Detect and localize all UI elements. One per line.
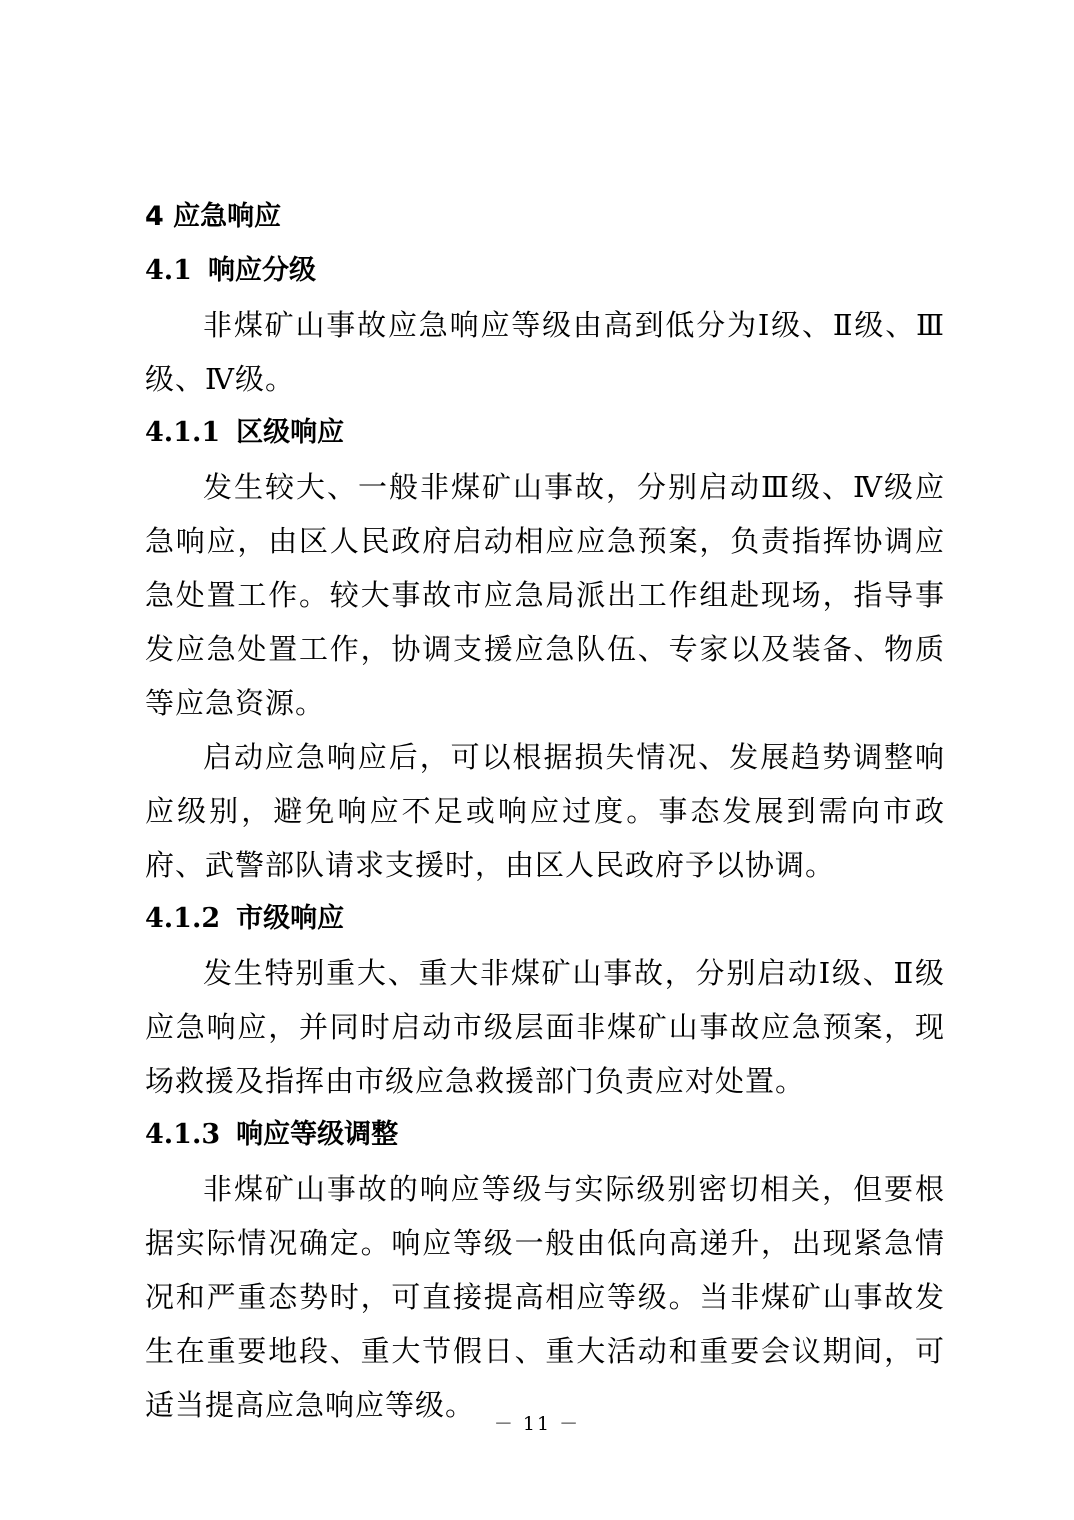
subsection-number: 4.1.3 bbox=[145, 1119, 221, 1150]
page-number: － 11 － bbox=[493, 1413, 581, 1435]
section-title: 4 应急响应 bbox=[145, 201, 282, 232]
subsection-heading-4-1-1 bbox=[145, 406, 945, 460]
paragraph: 发生特别重大、重大非煤矿山事故，分别启动Ⅰ级、Ⅱ级应急响应，并同时启动市级层面非煤矿山事故应急预案，现场救援及指挥由市级应急救援部门负责应对处置。 bbox=[145, 956, 945, 1098]
paragraph: 发生较大、一般非煤矿山事故，分别启动Ⅲ级、Ⅳ级应急响应，由区人民政府启动相应应急预案，负责指挥协调应急处置工作。较大事故市应急局派出工作组赴现场，指导事发应急处置工作，协调支援应急队伍、专家以及装备、物质等应急资源。 bbox=[145, 470, 945, 720]
subsection-heading-4-1-2 bbox=[145, 892, 945, 946]
subsection-title: 响应分级 bbox=[207, 255, 316, 286]
subsection-number: 4.1.1 bbox=[145, 417, 221, 448]
subsection-title: 市级响应 bbox=[236, 903, 345, 934]
subsection-heading-4-1-3 bbox=[145, 1108, 945, 1162]
subsection-heading-4-1 bbox=[145, 244, 945, 298]
paragraph: 非煤矿山事故的响应等级与实际级别密切相关，但要根据实际情况确定。响应等级一般由低向高递升，出现紧急情况和严重态势时，可直接提高相应等级。当非煤矿山事故发生在重要地段、重大节假日、重大活动和重要会议期间，可适当提高应急响应等级。 bbox=[145, 1172, 945, 1422]
subsection-title: 区级响应 bbox=[236, 417, 345, 448]
subsection-title: 响应等级调整 bbox=[236, 1119, 399, 1150]
page-content bbox=[145, 190, 945, 1432]
paragraph: 非煤矿山事故应急响应等级由高到低分为Ⅰ级、Ⅱ级、Ⅲ级、Ⅳ级。 bbox=[145, 308, 945, 396]
subsection-number: 4.1 bbox=[145, 255, 192, 286]
subsection-number: 4.1.2 bbox=[145, 903, 221, 934]
paragraph: 启动应急响应后，可以根据损失情况、发展趋势调整响应级别，避免响应不足或响应过度。事态发展到需向市政府、武警部队请求支援时，由区人民政府予以协调。 bbox=[145, 740, 945, 882]
